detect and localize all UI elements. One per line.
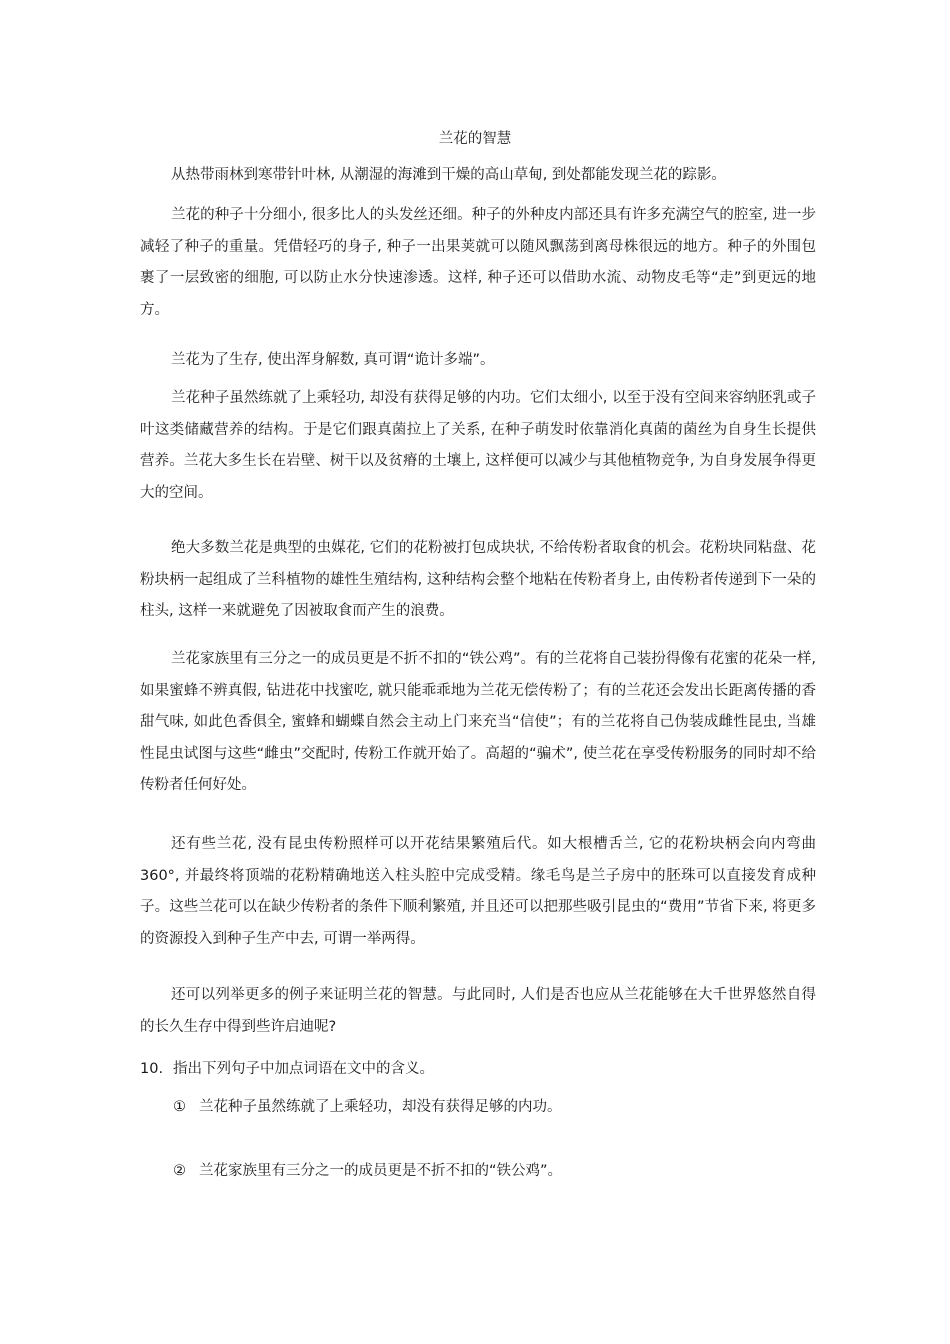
- question-text: 指出下列句子中加点词语在文中的含义。: [173, 1061, 434, 1077]
- paragraph-2: 兰花的种子十分细小, 很多比人的头发丝还细。种子的外种皮内部还具有许多充满空气的腔室, 进一步减轻了种子的重量。凭借轻巧的身子, 种子一出果荚就可以随风飘荡到离母株很远的地方。种子的外围包裹了一层致密的细胞, 可以防止水分快速渗透。这样, 种子还可以借助水流、动物皮毛等“走”到更远的地方。: [140, 207, 816, 318]
- item-text: 兰花家族里有三分之一的成员更是不折不扣的“铁公鸡”。: [199, 1163, 563, 1179]
- paragraph-5: 绝大多数兰花是典型的虫媒花, 它们的花粉被打包成块状, 不给传粉者取食的机会。花粉块同粘盘、花粉块柄一起组成了兰科植物的雄性生殖结构, 这种结构会整个地粘在传粉者身上, 由传粉者传递到下一朵的柱头, 这样一来就避免了因被取食而产生的浪费。: [140, 540, 816, 619]
- paragraph-1: 从热带雨林到寒带针叶林, 从潮湿的海滩到干燥的高山草甸, 到处都能发现兰花的踪影。: [171, 167, 726, 183]
- question-item-1: [173, 1096, 816, 1118]
- question-item-2: [173, 1160, 816, 1182]
- paragraph-6: 兰花家族里有三分之一的成员更是不折不扣的“铁公鸡”。有的兰花将自己装扮得像有花蜜的花朵一样, 如果蜜蜂不辨真假, 钻进花中找蜜吃, 就只能乖乖地为兰花无偿传粉了；有的兰花还会发出长距离传播的香甜气味, 如此色香俱全, 蜜蜂和蝴蝶自然会主动上门来充当“信使”；有的兰花将自己伪装成雌性昆虫, 当雄性昆虫试图与这些“雌虫”交配时, 传粉工作就开始了。高超的“骗术”, 使兰花在享受传粉服务的同时却不给传粉者任何好处。: [140, 651, 816, 793]
- item-marker: ①: [173, 1099, 186, 1115]
- item-text: 兰花种子虽然练就了上乘轻功，却没有获得足够的内功。: [199, 1099, 562, 1115]
- item-marker: ②: [173, 1163, 186, 1179]
- paragraph-4: 兰花种子虽然练就了上乘轻功, 却没有获得足够的内功。它们太细小, 以至于没有空间来容纳胚乳或子叶这类储藏营养的结构。于是它们跟真菌拉上了关系, 在种子萌发时依靠消化真菌的菌丝为自身生长提供营养。兰花大多生长在岩壁、树干以及贫瘠的土壤上, 这样便可以减少与其他植物竞争, 为自身发展争得更大的空间。: [140, 390, 816, 501]
- paragraph-3: 兰花为了生存, 使出浑身解数, 真可谓“诡计多端”。: [171, 352, 495, 368]
- article-title: 兰花的智慧: [438, 131, 512, 147]
- paragraph-8: 还可以列举更多的例子来证明兰花的智慧。与此同时, 人们是否也应从兰花能够在大千世界悠然自得的长久生存中得到些许启迪呢?: [140, 987, 816, 1035]
- question-prompt: [140, 1058, 816, 1080]
- question-number: 10.: [140, 1061, 164, 1077]
- paragraph-7: 还有些兰花, 没有昆虫传粉照样可以开花结果繁殖后代。如大根槽舌兰, 它的花粉块柄会向内弯曲 360°, 并最终将顶端的花粉精确地送入柱头腔中完成受精。缘毛鸟是兰子房中的胚珠可以直接发育成种子。这些兰花可以在缺少传粉者的条件下顺利繁殖, 并且还可以把那些吸引昆虫的“费用”节省下来, 将更多的资源投入到种子生产中去, 可谓一举两得。: [140, 836, 816, 947]
